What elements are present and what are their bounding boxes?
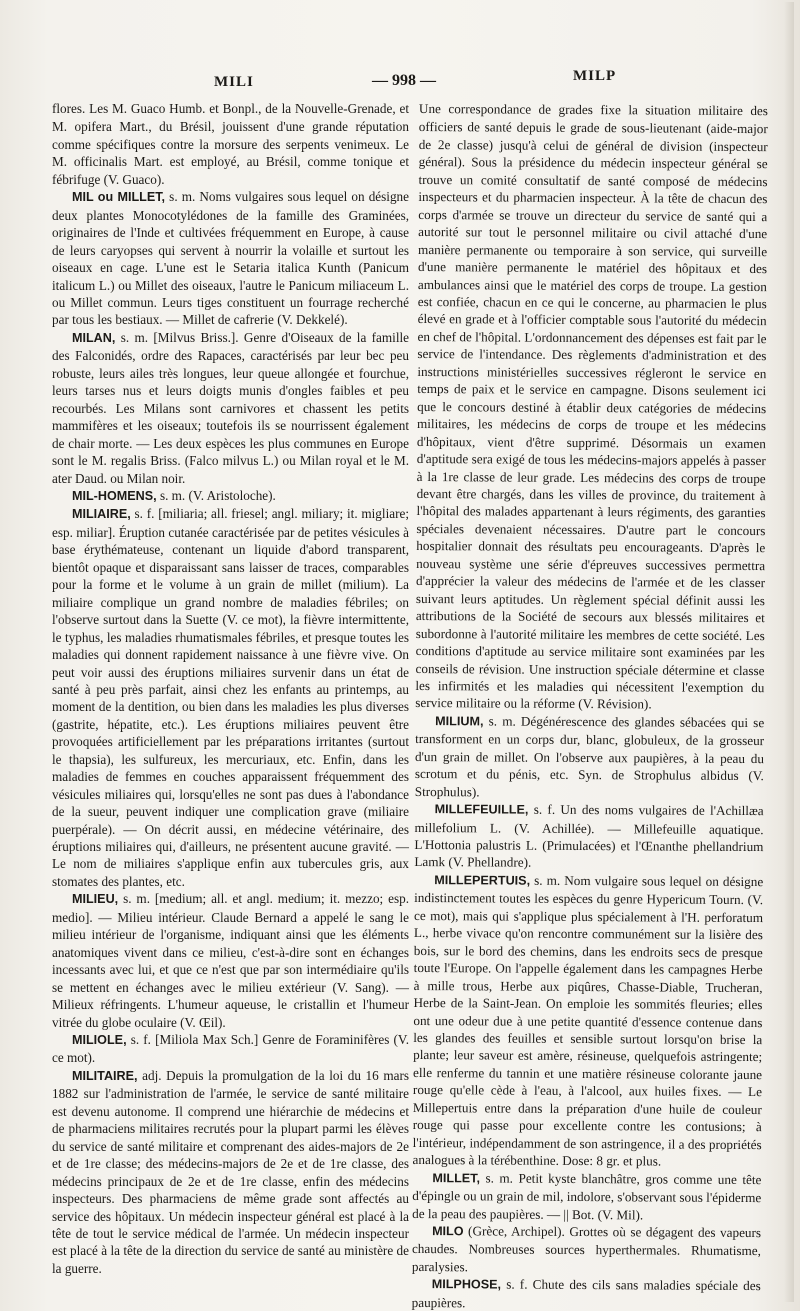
dictionary-entry <box>412 1275 761 1311</box>
entry-headword: MILLET, <box>432 1170 481 1186</box>
entry-headword: MILO <box>432 1224 464 1239</box>
dictionary-entry <box>52 505 409 890</box>
dictionary-entry <box>412 1169 761 1224</box>
entry-text: s. f. Chute des cils sans maladies spéciale des paupières. <box>411 1276 761 1311</box>
dictionary-entry <box>415 100 768 714</box>
dictionary-entry <box>52 188 409 329</box>
entry-headword: MILPHOSE, <box>431 1277 502 1292</box>
entry-headword: MIL-HOMENS, <box>72 488 157 503</box>
entry-headword: MILLEPERTUIS, <box>434 873 531 888</box>
entry-text: s. m. [Milvus Briss.]. Genre d'Oiseaux de la famille des Falconidés, ordre des Rapaces, caractérisés par leur bec peu robuste, leurs ailes très longues, leur queue allongée et fourchue, leurs tarses nus et leurs doigts munis d'ongles faibles et peu recourbés. Les Milans sont carnivores et chassent les petits mammifères et les oiseaux; toutefois ils se nourrissent également de chair morte. — Les deux espèces les plus communes en Europe sont le M. regalis Briss. (Falco milvus L.) ou Milan royal et le M. ater Daud. ou Milan noir. <box>52 329 409 486</box>
right-column <box>412 100 768 1311</box>
dictionary-entry <box>414 800 763 873</box>
entry-text: (Grèce, Archipel). Grottes où se dégagent des vapeurs chaudes. Nombreuses sources hyperthermales. Rhumatisme, paralysies. <box>411 1223 762 1275</box>
page-edge-shadow <box>784 2 794 1302</box>
left-column <box>52 100 409 1277</box>
entry-headword: MIL ou MILLET, <box>72 190 166 205</box>
entry-text: s. m. Noms vulgaires sous lequel on désigne deux plantes Monocotylédones de la famille des Graminées, originaires de l'Inde et cultivées fréquemment en Europe, à cause de leurs caryopses qui servent à nourrir la volaille et surtout les oiseaux en cage. L'une est le Setaria italica Kunth (Panicum italicum L.) ou Millet des oiseaux, l'autre le Panicum miliaceum L. ou Millet commun. Leurs tiges constituent un fourrage recherché par tous les bestiaux. — Millet de cafrerie (V. Dekkelé). <box>52 189 409 328</box>
dictionary-entry <box>52 890 409 1031</box>
dictionary-entry <box>52 1067 409 1277</box>
entry-headword: MILIOLE, <box>72 1033 127 1048</box>
dictionary-entry <box>52 329 409 487</box>
entry-text: s. m. [medium; all. et angl. medium; it. mezzo; esp. medio]. — Milieu intérieur. Claude Bernard a appelé le sang le milieu intérieur de l'organisme, indiquant ainsi que les éléments anatomiques vivent dans ce milieu, c'est-à-dire sont en échanges incessants avec lui, et que ce n'est que par son intermédiaire qu'ils se mettent en échanges avec le milieu extérieur (V. Sang). — Milieux réfringents. L'humeur aqueuse, le cristallin et l'humeur vitrée du globe oculaire (V. Œil). <box>52 891 409 1030</box>
entry-headword: MILIEU, <box>72 892 119 907</box>
dictionary-entry <box>52 1031 409 1067</box>
entry-headword: MILIUM, <box>435 713 484 729</box>
entry-headword: MILIAIRE, <box>72 507 131 522</box>
entry-text: adj. Depuis la promulgation de la loi du 16 mars 1882 sur l'administration de l'armée, le service de santé militaire est devenu autonome. Il comprend une hiérarchie de médecins et de pharmaciens militaires recrutés pour la plupart parmi les élèves du service de santé militaire et comprenant des aides-majors de 2e et de 1re classe; des médecins-majors de 2e et de 1re classe, des médecins principaux de 2e et de 1re classe, enfin des médecins inspecteurs. Des pharmaciens de même grade sont affectés au service des hôpitaux. Un médecin inspecteur général est placé à la tête de tout le service médical de l'armée. Un médecin inspecteur est placé à la tête de la direction du service de santé au ministère de la guerre. <box>52 1067 409 1276</box>
entry-headword: MILITAIRE, <box>72 1068 138 1083</box>
entry-headword: MILAN, <box>72 330 116 345</box>
entry-text: s. m. Petit kyste blanchâtre, gros comme une tête d'épingle ou un grain de mil, indolore, s'observant sous l'épiderme de la peau des paupières. — || Bot. (V. Mil). <box>412 1170 762 1222</box>
entry-text: s. f. [miliaria; all. friesel; angl. miliary; it. migliare; esp. miliar]. Éruption cutanée caractérisée par de petites vésicules à base érythémateuse, contenant un liquide d'abord transparent, bientôt opaque et disparaissant sans laisser de traces, comparables pour la forme et le volume à un grain de millet (milium). La miliaire complique un grand nombre de maladies fébriles; on l'observe surtout dans la Suette (V. ce mot), la fièvre intermittente, le typhus, les maladies rhumatismales fébriles, et presque toutes les maladies qui donnent rapidement naissance à une fièvre vive. On peut voir aussi des éruptions miliaires survenir dans un état de santé à peu près parfait, ainsi chez les enfants au printemps, au moment de la dentition, ou bien dans les maladies les plus diverses (gastrite, hépatite, etc.). Les éruptions miliaires peuvent être provoquées artificiellement par les préparations irritantes (surtout le thapsia), les sulfureux, les mercuriaux, etc. Enfin, dans les maladies de femmes en couches apparaissent fréquemment des vésicules miliaires qui, lorsqu'elles ne sont pas dues à l'abondance de la sueur, peuvent indiquer une complication grave (miliaire puerpérale). — On décrit aussi, en médecine vétérinaire, des éruptions miliaires qui, d'ailleurs, ne présentent aucune gravité. — Le nom de miliaires s'applique enfin aux tubercules gris, aux stomates des plantes, etc. <box>52 506 409 889</box>
header-page-number: — 998 — <box>372 72 436 89</box>
header-guide-word-right: MILP <box>573 68 617 84</box>
entry-text: s. m. Nom vulgaire sous lequel on désigne indistinctement toutes les espèces du genre Hypericum Tourn. (V. ce mot), mais qui s'applique plus spécialement à l'H. perforatum L., herbe vivace qu'on rencontre communément sur la lisière des bois, sur le bord des chemins, dans les endroits secs de presque toute l'Europe. On l'appelle également dans les campagnes Herbe à mille trous, Herbe aux piqûres, Chasse-Diable, Trucheran, Herbe de la Saint-Jean. On emploie les sommités fleuries; elles ont une odeur due à une petite quantité d'essence contenue dans les glandes des feuilles et sensible surtout lorsqu'on brise la plante; leur saveur est amère, résineuse, quelquefois astringente; elle renferme du tannin et une matière résineuse colorante jaune rouge qu'elle cède à l'eau, à l'alcool, aux huiles fixes. — Le Millepertuis entre dans la préparation d'une huile de couleur rouge qui passe pour excellente contre les contusions; à l'intérieur, indépendamment de son astringence, il a des propriétés analogues à la térébenthine. Dose: 8 gr. et plus. <box>412 872 764 1169</box>
dictionary-entry <box>412 1222 761 1277</box>
running-header <box>0 68 800 94</box>
entry-headword: MILLEFEUILLE, <box>434 802 529 817</box>
entry-text: flores. Les M. Guaco Humb. et Bonpl., de la Nouvelle-Grenade, et M. opifera Mart., du Brésil, jouissent d'une grande réputation comme spécifiques contre la morsure des serpents venimeux. Le M. officinalis Mart. est employé, au Brésil, comme tonique et fébrifuge (V. Guaco). <box>52 101 409 187</box>
entry-text: s. f. [Miliola Max Sch.] Genre de Foraminifères (V. ce mot). <box>52 1032 409 1066</box>
header-guide-word-left: MILI <box>214 74 254 90</box>
dictionary-entry <box>412 871 763 1171</box>
dictionary-entry <box>415 712 765 802</box>
dictionary-entry <box>52 100 409 188</box>
entry-text: s. f. Un des noms vulgaires de l'Achillæa millefolium L. (V. Achillée). — Millefeuille aquatique. L'Hottonia palustris L. (Primulacées) et l'Œnanthe phellandrium Lamk (V. Phellandre). <box>414 801 764 871</box>
entry-text: s. m. Dégénérescence des glandes sébacées qui se transforment en un corps dur, blanc, globuleux, de la grosseur d'un grain de millet. On l'observe aux paupières, à la peau du scrotum et du pénis, etc. Syn. de Strophulus albidus (V. Strophulus). <box>414 713 765 800</box>
dictionary-entry <box>52 487 409 505</box>
entry-text: s. m. (V. Aristoloche). <box>156 487 276 503</box>
entry-text: Une correspondance de grades fixe la situation militaire des officiers de santé depuis le grade de sous-lieutenant (aide-major de 2e classe) jusqu'à celui de général de division (inspecteur général). Sous la présidence du médecin inspecteur général se trouve un comité consultatif de santé composé de médecins inspecteurs et du pharmacien inspecteur. À la tête de chacun des corps d'armée se trouve un directeur du service de santé qui a autorité sur tout le personnel militaire ou civil attaché d'une manière permanente ou temporaire à son service, qui surveille d'une manière permanente le matériel des hôpitaux et des ambulances ainsi que le matériel des corps de troupe. La gestion est confiée, chacun en ce qui le concerne, au pharmacien le plus élevé en grade et à l'officier comptable sous l'autorité du médecin en chef de l'hôpital. L'ordonnancement des dépenses est fait par le service de l'intendance. Des règlements d'administration et des instructions ministérielles successives régleront le service en temps de paix et le service en campagne. Disons seulement ici que le concours destiné à établir deux catégories de médecins militaires, les médecins de corps de troupe et les médecins d'hôpitaux, vient d'être supprimé. Désormais un examen d'aptitude sera exigé de tous les médecins-majors appelés à passer à la 1re classe de leur grade. Les médecins des corps de troupe devant être chargés, dans les villes de province, du traitement à l'hôpital des malades appartenant à leurs régiments, des garanties spéciales devenaient nécessaires. D'autre part le concours hospitalier donnait des résultats peu encourageants. D'après le nouveau système une série d'épreuves successives permettra d'apprécier la valeur des médecins de l'armée et de les classer suivant leurs aptitudes. Un règlement spécial définit aussi les attributions de la Société de secours aux blessés militaires et subordonne à l'autorité militaire les membres de cette société. Les conditions d'aptitude au service militaire sont examinées par les conseils de révision. Une instruction spéciale détermine et classe les infirmités et les maladies qui nécessitent l'exemption du service militaire ou la réforme (V. Révision). <box>415 100 768 712</box>
